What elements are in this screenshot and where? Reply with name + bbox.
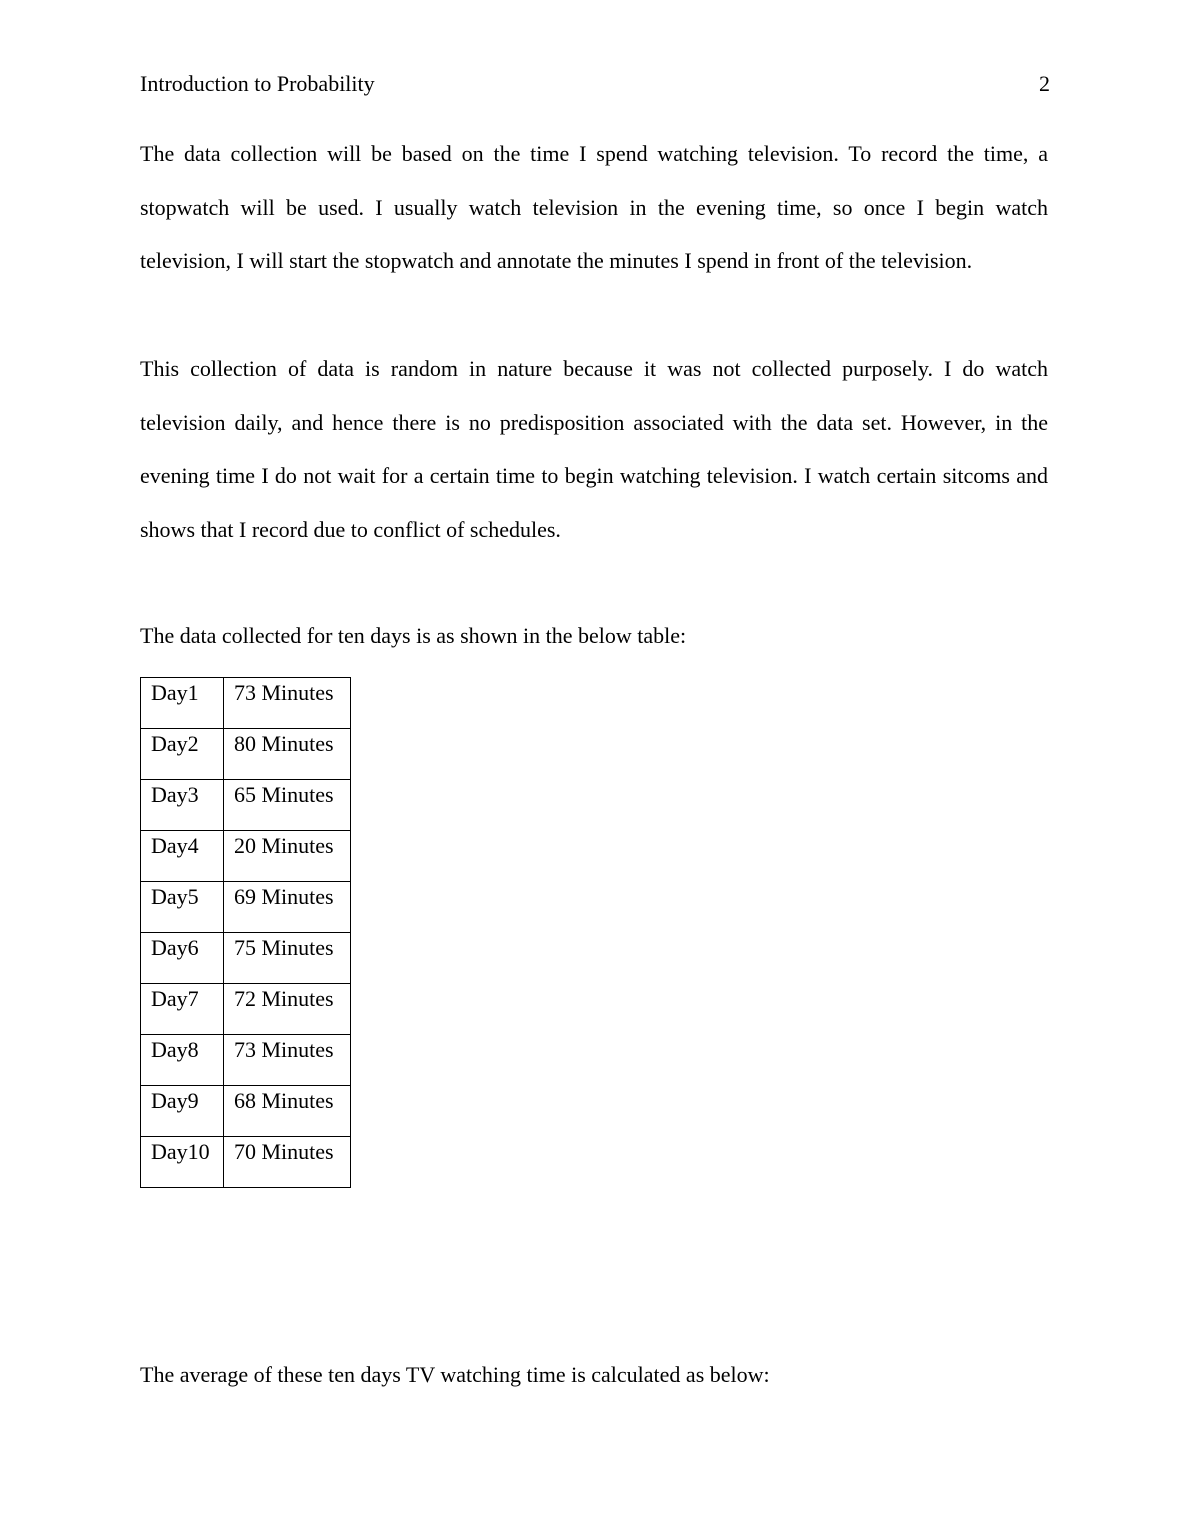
minutes-cell: 72 Minutes <box>224 984 351 1035</box>
minutes-cell: 73 Minutes <box>224 678 351 729</box>
day-cell: Day6 <box>141 933 224 984</box>
table-row <box>141 729 351 780</box>
table-row <box>141 831 351 882</box>
minutes-cell: 75 Minutes <box>224 933 351 984</box>
day-cell: Day1 <box>141 678 224 729</box>
table-row <box>141 780 351 831</box>
day-cell: Day10 <box>141 1137 224 1188</box>
average-intro: The average of these ten days TV watching time is calculated as below: <box>140 1362 770 1387</box>
table-intro: The data collected for ten days is as shown in the below table: <box>140 623 687 648</box>
tv-time-table <box>140 677 351 1188</box>
table-row <box>141 678 351 729</box>
day-cell: Day2 <box>141 729 224 780</box>
minutes-cell: 80 Minutes <box>224 729 351 780</box>
table-row <box>141 1086 351 1137</box>
table-row <box>141 1035 351 1086</box>
minutes-cell: 69 Minutes <box>224 882 351 933</box>
day-cell: Day4 <box>141 831 224 882</box>
day-cell: Day9 <box>141 1086 224 1137</box>
paragraph-data-collection: The data collection will be based on the time I spend watching television. To record the time, a stopwatch will be used. I usually watch television in the evening time, so once I begin watch television, I will start the stopwatch and annotate the minutes I spend in front of the television. <box>140 141 1048 273</box>
table-row <box>141 882 351 933</box>
minutes-cell: 68 Minutes <box>224 1086 351 1137</box>
day-cell: Day7 <box>141 984 224 1035</box>
paragraph-randomness: This collection of data is random in nature because it was not collected purposely. I do watch television daily, and hence there is no predisposition associated with the data set. However, in the evening time I do not wait for a certain time to begin watching television. I watch certain sitcoms and shows that I record due to conflict of schedules. <box>140 356 1048 542</box>
day-cell: Day5 <box>141 882 224 933</box>
day-cell: Day3 <box>141 780 224 831</box>
day-cell: Day8 <box>141 1035 224 1086</box>
table-row <box>141 984 351 1035</box>
page-number: 2 <box>1039 71 1050 96</box>
minutes-cell: 70 Minutes <box>224 1137 351 1188</box>
minutes-cell: 65 Minutes <box>224 780 351 831</box>
minutes-cell: 20 Minutes <box>224 831 351 882</box>
minutes-cell: 73 Minutes <box>224 1035 351 1086</box>
table-row <box>141 1137 351 1188</box>
table-row <box>141 933 351 984</box>
running-head: Introduction to Probability <box>140 71 375 96</box>
